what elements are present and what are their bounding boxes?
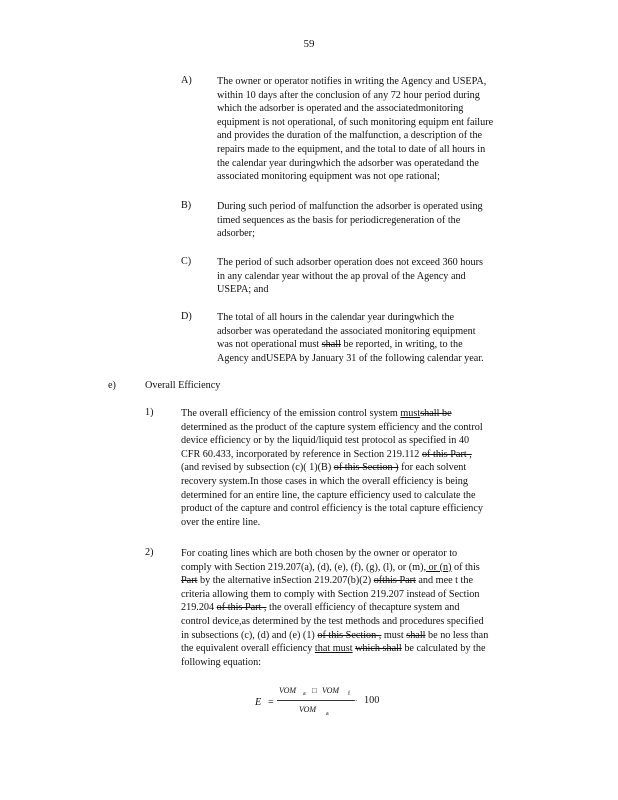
equation-fraction-bar [277, 700, 355, 701]
section-e-label: e) [108, 380, 116, 391]
item-b-label: B) [181, 200, 192, 211]
page-number: 59 [303, 38, 315, 50]
item-c-label: C) [181, 256, 192, 267]
equation-numerator-a-sub: a [303, 691, 306, 697]
equation-numerator-b: VOM [322, 686, 340, 695]
equation-denominator: VOM [299, 705, 317, 714]
section-e-title: Overall Efficiency [145, 380, 221, 391]
efficiency-equation [255, 686, 395, 722]
item-d-label: D) [181, 311, 192, 322]
equation-numerator-a: VOM [279, 686, 297, 695]
equation-denominator-sub: a [326, 711, 329, 717]
equation-factor: 100 [364, 695, 380, 706]
times-sign: · [355, 697, 358, 705]
item-b-text: During such period of malfunction the adsorber is operated using timed sequences as the basis for periodicregeneration of the adsorber; [217, 201, 483, 240]
equation-equals: = [268, 697, 274, 708]
item-a-text: The owner or operator notifies in writing the Agency and USEPA, within 10 days after the conclusion of any 72 hour period during which the adsorber is operated and the associatedmonitoring equipment is not operational, of such monitoring equipm ent failure and provides the duration of the malfunction, a description of the repairs made to the equipment, and the total to date of all hours in the calendar year duringwhich the adsorber was operatedand the associated monitoring equipment was not ope rational; [217, 76, 494, 183]
equation-lhs: E [255, 697, 262, 708]
equation-operator: □ [312, 686, 317, 695]
item-a-label: A) [181, 75, 192, 86]
e2-label: 2) [145, 547, 154, 558]
e1-text: The overall efficiency of the emission control system mustshall be determined as the product of the capture system efficiency and the control device efficiency or by the liquid/liquid test protocol as specified in 40 CFR 60.433, incorporated by reference in Section 219.112 of this Part , (and revised by subsection (c)( 1)(B) of this Section ) for each solvent recovery system.In those cases in which the overall efficiency is being determined for an entire line, the capture efficiency used to calculate the product of the capture and control efficiency is the total capture efficiency over the entire line. [181, 408, 484, 528]
equation-numerator-b-sub: f [348, 691, 350, 697]
e1-label: 1) [145, 407, 154, 418]
item-c-text: The period of such adsorber operation does not exceed 360 hours in any calendar year without the ap proval of the Agency and USEPA; and [217, 257, 483, 296]
e2-text: For coating lines which are both chosen by the owner or operator to comply with Section 219.207(a), (d), (e), (f), (g), (l), or (m), or (n) of this Part by the alternative inSection 219.207(b)(2) ofthis Part and mee t the criteria allowing them to comply with Section 219.207 instead of Section 219.204 of this Part , the overall efficiency of thecapture system and control device,as determined by the test methods and procedures specified in subsections (c), (d) and (e) (1) of this Section , must shall be no less than the equivalent overall efficiency that must which shall be calculated by the following equation: [181, 548, 489, 668]
item-d-text: The total of all hours in the calendar year duringwhich the adsorber was operatedand the associated monitoring equipment was not operational must shall be reported, in writing, to the Agency andUSEPA by January 31 of the following calendar year. [217, 312, 484, 364]
